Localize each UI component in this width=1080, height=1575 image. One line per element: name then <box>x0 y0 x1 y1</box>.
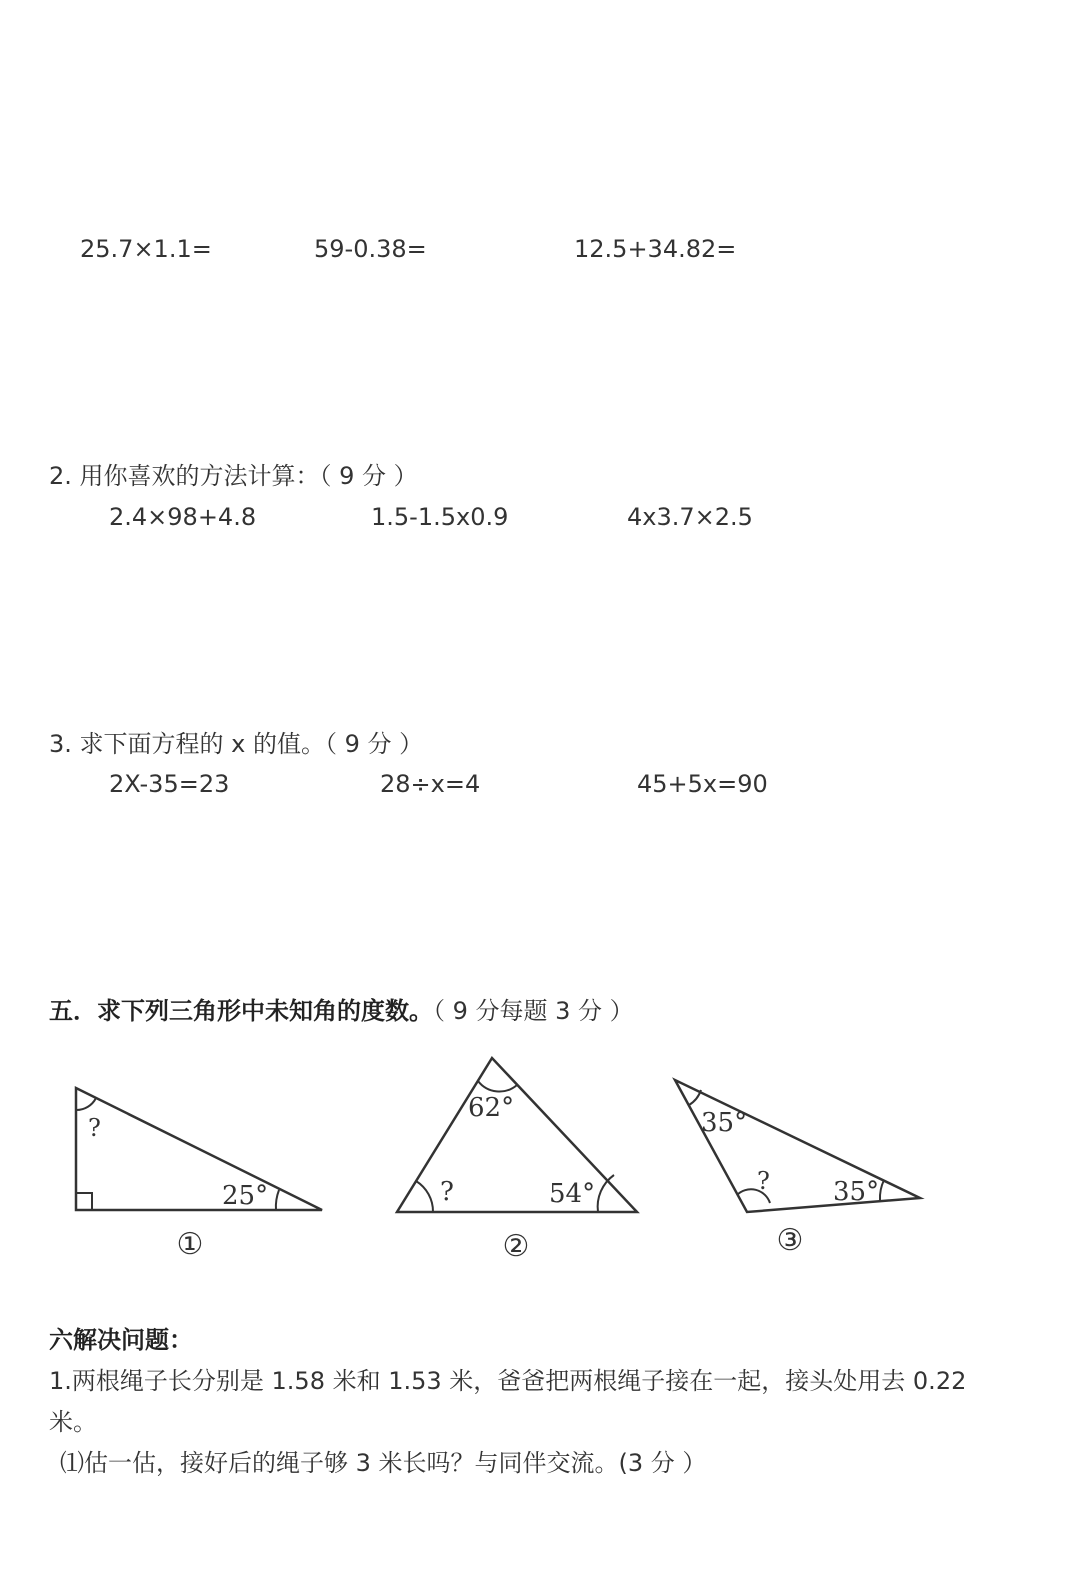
triangle-1-label-unknown: ? <box>88 1114 101 1142</box>
calc-item-1: 25.7×1.1= <box>80 235 212 263</box>
triangle-3-number: ③ <box>776 1223 804 1258</box>
triangle-2 <box>397 1058 637 1212</box>
q3-item-2: 28÷x=4 <box>380 770 481 798</box>
q3-item-1: 2X-35=23 <box>109 770 230 798</box>
triangle-1-number: ① <box>176 1227 204 1262</box>
triangle-3-label-top: 35° <box>701 1108 748 1138</box>
triangle-1 <box>76 1088 322 1210</box>
section6-heading: 六解决问题： <box>49 1326 193 1354</box>
q2-item-3: 4x3.7×2.5 <box>627 503 753 531</box>
calc-item-3: 12.5+34.82= <box>574 235 737 263</box>
triangle-2-label-top: 62° <box>468 1093 515 1123</box>
q2-item-1: 2.4×98+4.8 <box>109 503 257 531</box>
triangle-2-label-right: 54° <box>549 1179 596 1209</box>
triangle-2-number: ② <box>502 1229 530 1264</box>
triangle-1-label-angle: 25° <box>222 1181 269 1211</box>
section5-heading-note: （ 9 分每题 3 分 ） <box>433 997 634 1025</box>
q3-item-3: 45+5x=90 <box>637 770 768 798</box>
triangle-2-label-unknown: ? <box>440 1177 454 1207</box>
q2-title: 2. 用你喜欢的方法计算：（ 9 分 ） <box>49 462 418 490</box>
triangle-3 <box>675 1080 920 1212</box>
q3-title: 3. 求下面方程的 x 的值。（ 9 分 ） <box>49 730 424 758</box>
problem-1-sub-1: ⑴估一估，接好后的绳子够 3 米长吗？与同伴交流。(3 分 ） <box>60 1449 707 1477</box>
q2-item-2: 1.5-1.5x0.9 <box>371 503 509 531</box>
problem-1-line-1: 1.两根绳子长分别是 1.58 米和 1.53 米，爸爸把两根绳子接在一起，接头处用去 0.22 <box>49 1367 967 1395</box>
calc-item-2: 59-0.38= <box>314 235 427 263</box>
triangle-3-label-unknown: ? <box>757 1167 770 1195</box>
section5-heading-bold: 五．求下列三角形中未知角的度数。 <box>49 997 433 1025</box>
problem-1-line-2: 米。 <box>49 1408 97 1436</box>
triangle-3-label-right: 35° <box>833 1177 880 1207</box>
